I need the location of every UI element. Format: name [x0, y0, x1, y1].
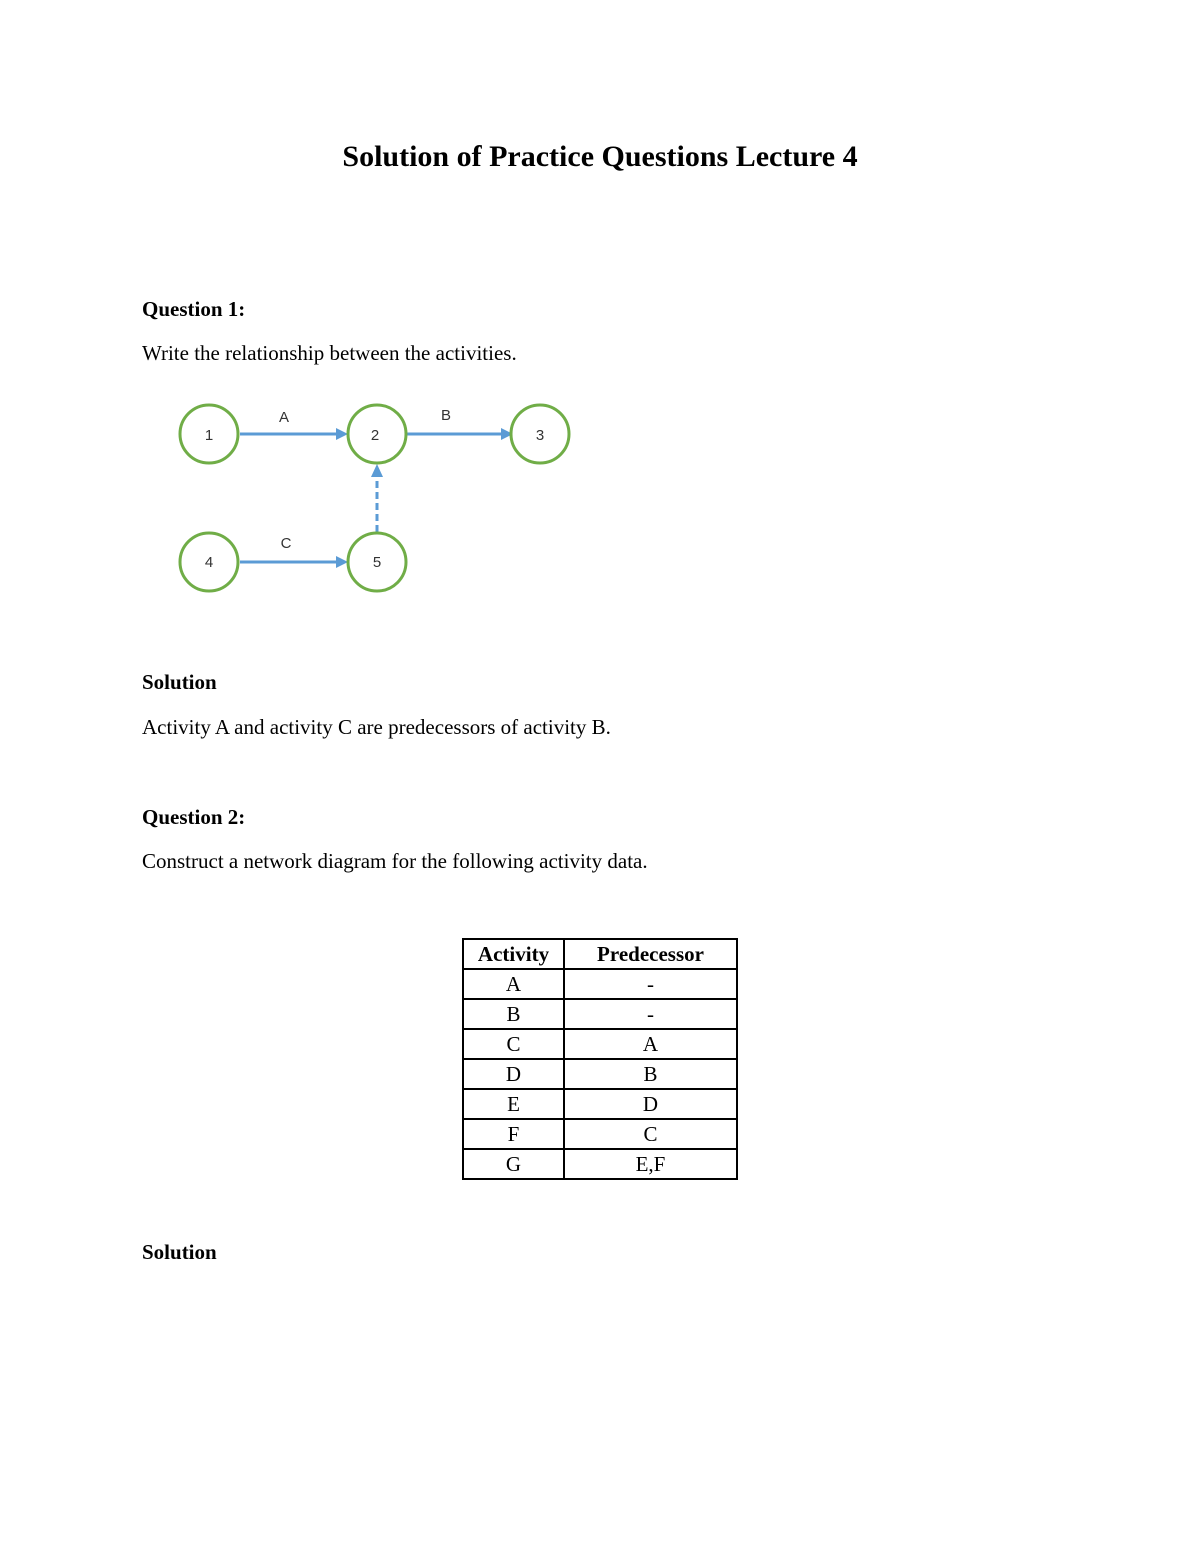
predecessor-cell: D: [564, 1089, 737, 1119]
predecessor-cell: -: [564, 999, 737, 1029]
edge-label-b: B: [440, 407, 452, 424]
node-label-5: 5: [372, 554, 382, 571]
activity-cell: G: [463, 1149, 564, 1179]
network-diagram: [160, 390, 600, 610]
solution-1-heading: Solution: [142, 670, 217, 694]
page-title: Solution of Practice Questions Lecture 4: [342, 140, 858, 173]
table-row: [463, 1059, 737, 1089]
node-label-3: 3: [535, 427, 545, 444]
table-row: [463, 1029, 737, 1059]
column-header-predecessor: Predecessor: [564, 939, 737, 969]
activity-cell: A: [463, 969, 564, 999]
activity-cell: E: [463, 1089, 564, 1119]
activity-table: [462, 938, 738, 1180]
solution-1-text: Activity A and activity C are predecessors of activity B.: [142, 715, 611, 739]
activity-cell: C: [463, 1029, 564, 1059]
question-1-text: Write the relationship between the activities.: [142, 341, 517, 365]
arrowhead-c: [336, 556, 348, 568]
predecessor-cell: E,F: [564, 1149, 737, 1179]
edge-label-c: C: [280, 535, 292, 552]
arrowhead-dummy: [371, 464, 383, 477]
node-label-2: 2: [370, 427, 380, 444]
edge-label-a: A: [278, 409, 290, 426]
question-2-text: Construct a network diagram for the following activity data.: [142, 849, 648, 873]
solution-2-heading: Solution: [142, 1240, 217, 1264]
predecessor-cell: A: [564, 1029, 737, 1059]
table-row: [463, 999, 737, 1029]
node-label-4: 4: [204, 554, 214, 571]
predecessor-cell: B: [564, 1059, 737, 1089]
predecessor-cell: C: [564, 1119, 737, 1149]
activity-cell: B: [463, 999, 564, 1029]
question-2-heading: Question 2:: [142, 805, 246, 829]
table-header-row: [463, 939, 737, 969]
activity-cell: D: [463, 1059, 564, 1089]
column-header-activity: Activity: [463, 939, 564, 969]
table-row: [463, 969, 737, 999]
question-1-heading: Question 1:: [142, 297, 246, 321]
arrowhead-a: [336, 428, 348, 440]
predecessor-cell: -: [564, 969, 737, 999]
table-row: [463, 1119, 737, 1149]
node-label-1: 1: [204, 427, 214, 444]
activity-cell: F: [463, 1119, 564, 1149]
table-row: [463, 1089, 737, 1119]
table-row: [463, 1149, 737, 1179]
